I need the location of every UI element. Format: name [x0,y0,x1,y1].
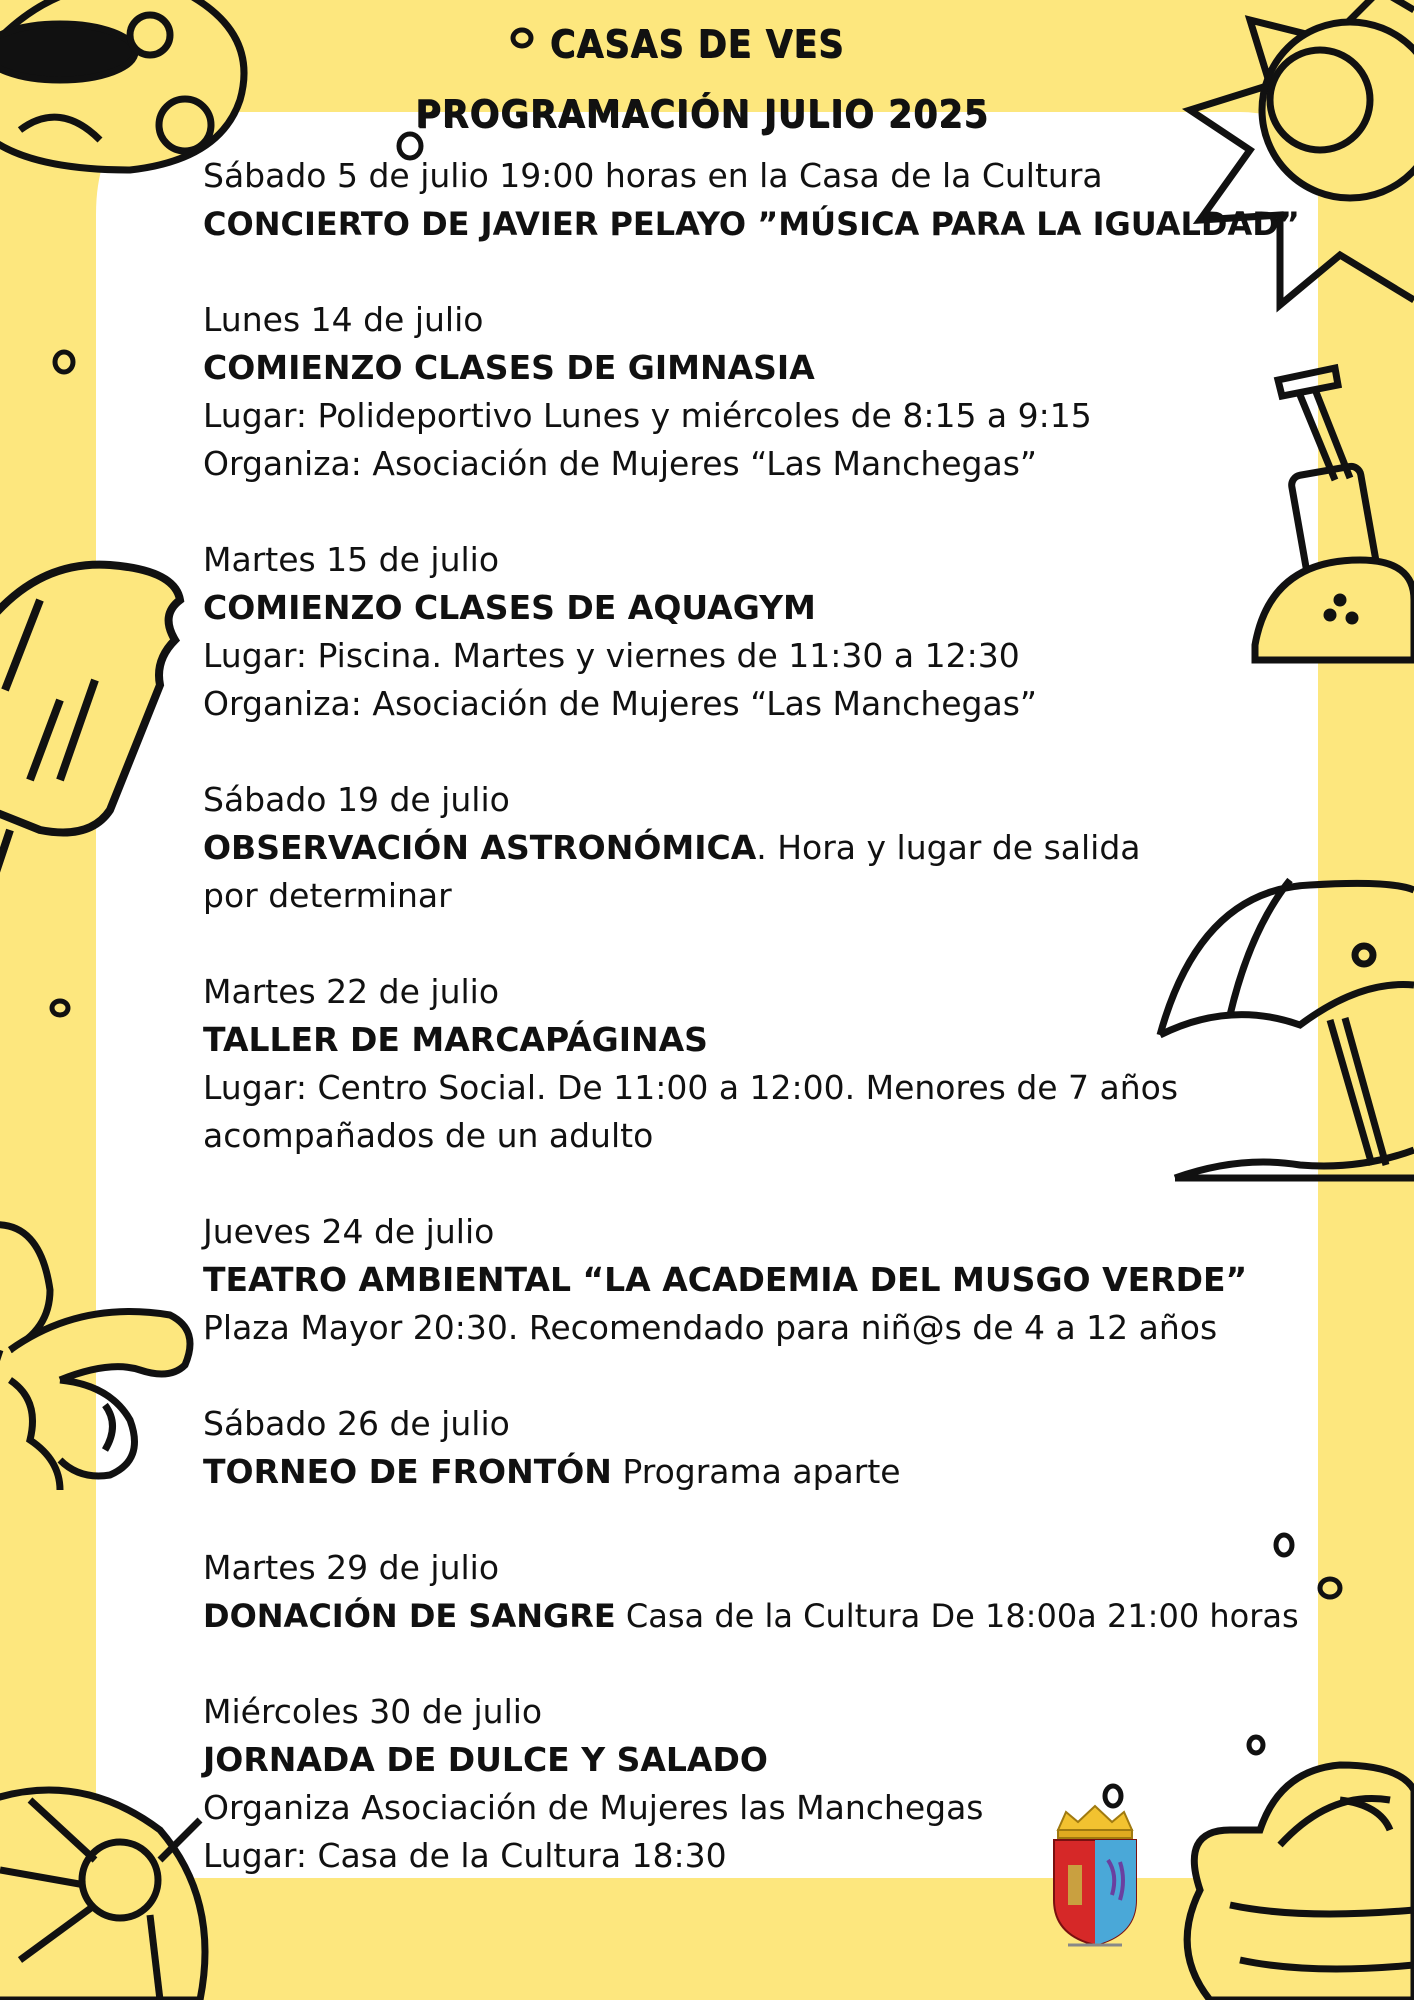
event-date: Martes 29 de julio [203,1548,500,1587]
event-detail: Lugar: Centro Social. De 11:00 a 12:00. Menores de 7 años acompañados de un adulto [203,1068,1179,1155]
town-crest-icon [1048,1800,1142,1950]
event-gimnasia [203,296,1343,488]
event-detail: Lugar: Piscina. Martes y viernes de 11:30 a 12:30 [203,636,1020,675]
poster-subtitle: PROGRAMACIÓN JULIO 2025 [415,92,989,136]
event-detail: Organiza: Asociación de Mujeres “Las Manchegas” [203,684,1037,723]
event-date: Martes 22 de julio [203,972,500,1011]
event-title: COMIENZO CLASES DE GIMNASIA [203,348,815,387]
event-detail: Lugar: Polideportivo Lunes y miércoles de 8:15 a 9:15 [203,396,1092,435]
event-title: TORNEO DE FRONTÓN [203,1452,612,1491]
event-title: COMIENZO CLASES DE AQUAGYM [203,588,816,627]
event-inline-detail: Casa de la Cultura De 18:00a 21:00 horas [615,1597,1299,1635]
event-date: Jueves 24 de julio [203,1212,495,1251]
event-detail: Plaza Mayor 20:30. Recomendado para niñ@s de 4 a 12 años [203,1308,1218,1347]
event-inline-detail: . Hora y lugar de salida por determinar [203,828,1141,915]
event-title: OBSERVACIÓN ASTRONÓMICA [203,828,757,867]
event-title: TALLER DE MARCAPÁGINAS [203,1020,708,1059]
event-sangre [203,1544,1343,1640]
event-title: DONACIÓN DE SANGRE [203,1597,616,1635]
event-date: Sábado 5 de julio 19:00 horas en la Casa de la Cultura [203,156,1103,195]
event-concierto [203,152,1343,248]
event-list [203,152,1343,1928]
event-astronomica [203,776,1343,920]
event-date: Martes 15 de julio [203,540,500,579]
event-date: Miércoles 30 de julio [203,1692,543,1731]
event-date: Sábado 19 de julio [203,780,510,819]
event-detail: Lugar: Casa de la Cultura 18:30 [203,1836,727,1875]
event-dulce-salado [203,1688,1343,1880]
event-title: JORNADA DE DULCE Y SALADO [203,1740,768,1779]
event-fronton [203,1400,1343,1496]
event-detail: Organiza Asociación de Mujeres las Manchegas [203,1788,984,1827]
event-date: Sábado 26 de julio [203,1404,510,1443]
event-date: Lunes 14 de julio [203,300,484,339]
event-aquagym [203,536,1343,728]
event-title: TEATRO AMBIENTAL “LA ACADEMIA DEL MUSGO VERDE” [203,1260,1248,1299]
event-teatro [203,1208,1343,1352]
event-title: CONCIERTO DE JAVIER PELAYO ”MÚSICA PARA LA IGUALDAD” [203,205,1300,243]
event-detail: Organiza: Asociación de Mujeres “Las Manchegas” [203,444,1037,483]
event-marcapaginas [203,968,1343,1160]
poster-title: CASAS DE VES [549,22,845,66]
event-inline-detail: Programa aparte [611,1452,901,1491]
